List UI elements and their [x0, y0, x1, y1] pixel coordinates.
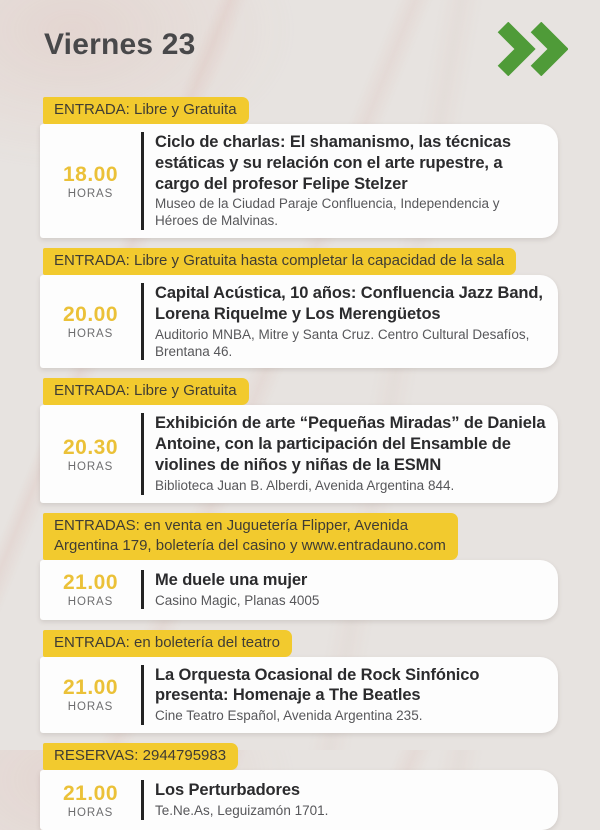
- event-time-unit: HORAS: [67, 460, 114, 473]
- event-card: [40, 275, 558, 368]
- event-card: [40, 405, 558, 502]
- event-venue: Auditorio MNBA, Mitre y Santa Cruz. Centro Cultural Desafíos, Brentana 46.: [155, 326, 530, 359]
- event-time-block: [40, 303, 141, 340]
- event-time: 21.00: [62, 781, 119, 805]
- event-title: Capital Acústica, 10 años: Confluencia Jazz Band, Lorena Riquelme y Los Merengüetos: [155, 284, 543, 323]
- event-venue: Casino Magic, Planas 4005: [155, 592, 320, 608]
- event-title: La Orquesta Ocasional de Rock Sinfónico presenta: Homenaje a The Beatles: [155, 665, 480, 705]
- event-venue: Te.Ne.As, Leguizamón 1701.: [155, 803, 329, 819]
- entry-info-banner: [43, 248, 516, 275]
- event-venue: Cine Teatro Español, Avenida Argentina 235.: [155, 708, 423, 724]
- event-section: [40, 743, 558, 830]
- event-time: 21.00: [62, 571, 119, 595]
- event-section: [40, 630, 558, 733]
- event-section: [40, 97, 558, 238]
- event-details: [141, 570, 546, 610]
- event-details: [141, 283, 546, 360]
- banner-text: ENTRADAS: en venta en Juguetería Flipper, Avenida: [54, 516, 409, 534]
- event-section: [40, 513, 558, 620]
- header: [40, 24, 558, 81]
- entry-info-banner: [43, 630, 292, 657]
- event-details: [141, 665, 546, 725]
- event-time: 20.00: [62, 303, 119, 327]
- page-title: Viernes 23: [44, 28, 196, 61]
- event-time-block: [40, 782, 141, 819]
- banner-text: ENTRADA: Libre y Gratuita: [54, 382, 237, 400]
- banner-text: ENTRADA: en boletería del teatro: [54, 633, 280, 651]
- banner-text: Argentina 179, boletería del casino y www.entradauno.com: [54, 536, 446, 554]
- event-time: 21.00: [62, 676, 119, 700]
- entry-info-banner: [43, 97, 249, 124]
- event-details: [141, 413, 546, 494]
- banner-text: RESERVAS: 2944795983: [54, 747, 227, 765]
- event-time-unit: HORAS: [67, 187, 114, 200]
- entry-info-banner: [43, 513, 458, 560]
- event-card: [40, 560, 558, 620]
- entry-info-banner: [43, 378, 249, 405]
- reservation-banner: [43, 743, 238, 770]
- event-time-block: [40, 676, 141, 713]
- event-details: [141, 132, 546, 230]
- event-time-block: [40, 163, 141, 200]
- event-time-unit: HORAS: [67, 701, 114, 714]
- event-title: Me duele una mujer: [155, 570, 308, 589]
- event-venue: Biblioteca Juan B. Alberdi, Avenida Argentina 844.: [155, 477, 455, 493]
- banner-text: ENTRADA: Libre y Gratuita hasta completar la capacidad de la sala: [54, 252, 505, 270]
- event-section: [40, 248, 558, 368]
- event-card: [40, 770, 558, 830]
- banner-text: ENTRADA: Libre y Gratuita: [54, 101, 237, 118]
- event-time-unit: HORAS: [67, 328, 114, 341]
- event-time-block: [40, 436, 141, 473]
- event-time-unit: HORAS: [67, 806, 114, 819]
- double-chevron-right-icon[interactable]: [494, 22, 568, 81]
- event-time: 20.30: [62, 435, 119, 459]
- event-time-unit: HORAS: [67, 596, 114, 609]
- event-card: [40, 657, 558, 733]
- event-title: Exhibición de arte “Pequeñas Miradas” de Daniela Antoine, con la participación del Ensamble de violines de niños y niñas de la ESMN: [155, 414, 546, 474]
- event-details: [141, 780, 546, 820]
- event-title: Los Perturbadores: [155, 781, 301, 800]
- event-time: 18.00: [62, 162, 119, 186]
- event-time-block: [40, 571, 141, 608]
- event-title: Ciclo de charlas: El shamanismo, las técnicas estáticas y su relación con el arte rupestre, a cargo del profesor Felipe Stelzer: [155, 133, 511, 193]
- event-venue: Museo de la Ciudad Paraje Confluencia, Independencia y Héroes de Malvinas.: [155, 196, 500, 229]
- event-section: [40, 378, 558, 502]
- event-card: [40, 124, 558, 238]
